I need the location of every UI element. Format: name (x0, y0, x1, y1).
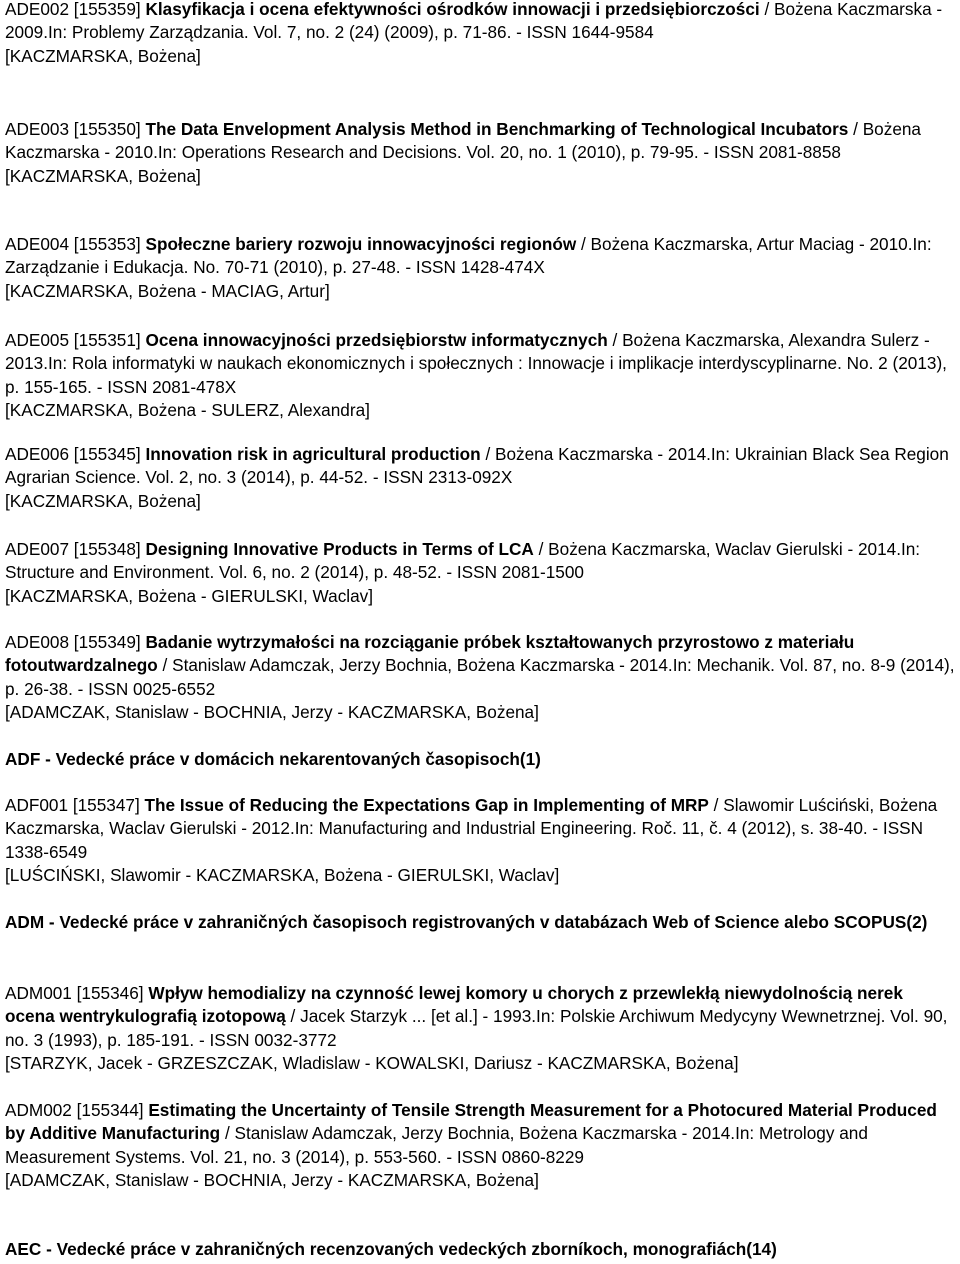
entry-title: Estimating the Uncertainty of Tensile Strength Measurement for a Photocured Material Produced by Additive Manufacturing (5, 1100, 937, 1144)
entry-code: ADE006 [155345] (5, 444, 141, 464)
entry-title: The Data Envelopment Analysis Method in Benchmarking of Technological Incubators (145, 119, 849, 139)
bibliography-entry-adf001 (5, 794, 957, 888)
entry-authors: [ADAMCZAK, Stanislaw - BOCHNIA, Jerzy - KACZMARSKA, Bożena] (5, 1170, 539, 1191)
entry-authors: [KACZMARSKA, Bożena - MACIAG, Artur] (5, 280, 330, 301)
entry-code: ADM002 [155344] (5, 1100, 144, 1120)
section-title: AEC - Vedecké práce v zahraničných recenzovaných vedeckých zborníkoch, monografiách(14) (5, 1239, 777, 1259)
entry-citation (5, 982, 957, 1052)
bibliography-entry-ade008 (5, 631, 957, 725)
entry-citation (5, 443, 957, 490)
entry-citation (5, 794, 957, 864)
entry-details: / Bożena Kaczmarska - 2010.In: Operations Research and Decisions. Vol. 20, no. 1 (2010), p. 79-95. - ISSN 2081-8858 (5, 119, 921, 163)
entry-details: / Bożena Kaczmarska, Artur Maciag - 2010.In: Zarządzanie i Edukacja. No. 70-71 (2010), p. 27-48. - ISSN 1428-474X (5, 234, 932, 278)
entry-code: ADE003 [155350] (5, 119, 141, 139)
section-title: ADM - Vedecké práce v zahraničných časopisoch registrovaných v databázach Web of Science alebo SCOPUS(2) (5, 912, 928, 932)
entry-details: / Stanislaw Adamczak, Jerzy Bochnia, Bożena Kaczmarska - 2014.In: Metrology and Measurement Systems. Vol. 21, no. 3 (2014), p. 553-560. - ISSN 0860-8229 (5, 1123, 868, 1167)
entry-authors: [ADAMCZAK, Stanislaw - BOCHNIA, Jerzy - KACZMARSKA, Bożena] (5, 702, 539, 723)
entry-title: Designing Innovative Products in Terms of LCA (145, 539, 534, 559)
entry-code: ADE002 [155359] (5, 0, 141, 19)
section-title: ADF - Vedecké práce v domácich nekarentovaných časopisoch(1) (5, 749, 541, 769)
entry-details: / Jacek Starzyk ... [et al.] - 1993.In: Polskie Archiwum Medycyny Wewnetrznej. Vol. 90, no. 3 (1993), p. 185-191. - ISSN 0032-3772 (5, 1006, 948, 1050)
entry-code: ADM001 [155346] (5, 983, 144, 1003)
entry-details: / Bożena Kaczmarska - 2014.In: Ukrainian Black Sea Region Agrarian Science. Vol. 2, no. 3 (2014), p. 44-52. - ISSN 2313-092X (5, 444, 949, 488)
entry-details: / Bożena Kaczmarska, Alexandra Sulerz - 2013.In: Rola informatyki w naukach ekonomicznych i społecznych : Innowacje i implikacje interdyscyplinarne. No. 2 (2013), p. 155-165. - ISSN 2081-478X (5, 330, 947, 397)
entry-citation (5, 329, 957, 399)
entry-title: Innovation risk in agricultural production (145, 444, 481, 464)
bibliography-entry-ade003 (5, 118, 957, 188)
entry-code: ADE004 [155353] (5, 234, 141, 254)
entry-citation (5, 538, 957, 585)
entry-citation (5, 118, 957, 165)
entry-code: ADE005 [155351] (5, 330, 141, 350)
bibliography-entry-adm002 (5, 1099, 957, 1193)
entry-title: Klasyfikacja i ocena efektywności ośrodków innowacji i przedsiębiorczości (145, 0, 760, 19)
bibliography-entry-ade004 (5, 233, 957, 303)
entry-authors: [STARZYK, Jacek - GRZESZCZAK, Wladislaw - KOWALSKI, Dariusz - KACZMARSKA, Bożena] (5, 1053, 739, 1074)
entry-details: / Stanislaw Adamczak, Jerzy Bochnia, Bożena Kaczmarska - 2014.In: Mechanik. Vol. 87, no. 8-9 (2014), p. 26-38. - ISSN 0025-6552 (5, 655, 955, 699)
entry-title: Wpływ hemodializy na czynność lewej komory u chorych z przewlekłą niewydolnością nerek ocena wentrykulografią izotopową (5, 983, 903, 1027)
entry-details: / Slawomir Luściński, Bożena Kaczmarska, Waclav Gierulski - 2012.In: Manufacturing and Industrial Engineering. Roč. 11, č. 4 (2012), s. 38-40. - ISSN 1338-6549 (5, 795, 938, 862)
section-heading-adm (5, 911, 957, 934)
entry-code: ADE007 [155348] (5, 539, 141, 559)
entry-code: ADE008 [155349] (5, 632, 141, 652)
entry-citation (5, 0, 957, 45)
bibliography-entry-ade006 (5, 443, 957, 513)
entry-code: ADF001 [155347] (5, 795, 140, 815)
entry-authors: [KACZMARSKA, Bożena - GIERULSKI, Waclav] (5, 585, 374, 606)
entry-citation (5, 631, 957, 701)
entry-details: / Bożena Kaczmarska, Waclav Gierulski - 2014.In: Structure and Environment. Vol. 6, no. 2 (2014), p. 48-52. - ISSN 2081-1500 (5, 539, 921, 583)
entry-authors: [KACZMARSKA, Bożena] (5, 490, 201, 511)
section-heading-aec (5, 1238, 957, 1261)
entry-authors: [KACZMARSKA, Bożena - SULERZ, Alexandra] (5, 400, 370, 421)
bibliography-entry-ade005 (5, 329, 957, 423)
bibliography-entry-ade002 (5, 0, 957, 68)
entry-title: Badanie wytrzymałości na rozciąganie próbek kształtowanych przyrostowo z materiału fotoutwardzalnego (5, 632, 855, 676)
entry-authors: [KACZMARSKA, Bożena] (5, 45, 201, 66)
entry-citation (5, 233, 957, 280)
bibliography-entry-adm001 (5, 982, 957, 1076)
entry-details: / Bożena Kaczmarska - 2009.In: Problemy Zarządzania. Vol. 7, no. 2 (24) (2009), p. 71-86. - ISSN 1644-9584 (5, 0, 943, 43)
entry-title: Społeczne bariery rozwoju innowacyjności regionów (145, 234, 577, 254)
entry-authors: [LUŚCIŃSKI, Slawomir - KACZMARSKA, Bożena - GIERULSKI, Waclav] (5, 865, 560, 886)
entry-authors: [KACZMARSKA, Bożena] (5, 165, 201, 186)
entry-title: The Issue of Reducing the Expectations Gap in Implementing of MRP (144, 795, 709, 815)
entry-citation (5, 1099, 957, 1169)
entry-title: Ocena innowacyjności przedsiębiorstw informatycznych (145, 330, 608, 350)
bibliography-entry-ade007 (5, 538, 957, 608)
section-heading-adf (5, 748, 957, 771)
